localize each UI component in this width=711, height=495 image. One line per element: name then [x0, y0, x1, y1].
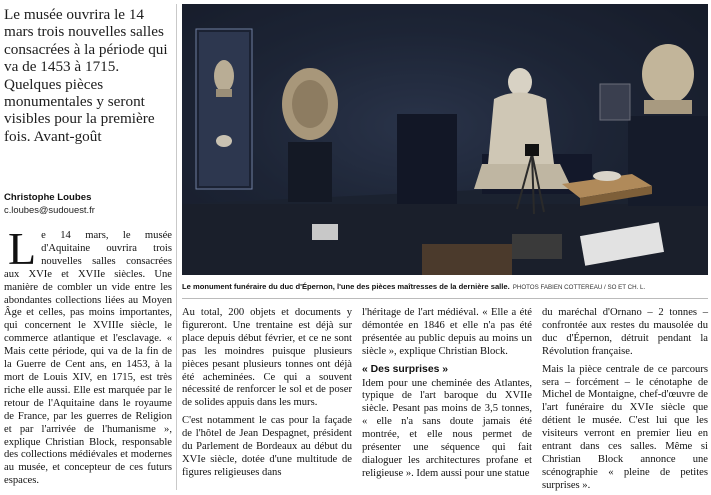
article-paragraph: [4, 223, 172, 488]
author-name: Christophe Loubes: [4, 192, 92, 203]
byline: [4, 192, 172, 216]
photo-credit: PHOTOS FABIEN COTTEREAU / SO ET CH. L.: [512, 284, 646, 291]
article-paragraph: l'héritage de l'art médiéval. « Elle a été démontée en 1846 et elle n'a pas été présentée au public depuis au moins un siècle », explique Christian Block.: [362, 307, 532, 357]
article-paragraph: du maréchal d'Ornano – 2 tonnes – confrontée aux restes du mausolée du duc d'Épernon, détruit pendant la Révolution française.: [542, 307, 708, 357]
section-subhead: « Des surprises »: [362, 363, 449, 375]
article-column-3: [362, 307, 532, 486]
museum-photo: [182, 4, 708, 275]
article-paragraph: Idem pour une cheminée des Atlantes, typique de l'art baroque du XVIIe siècle. Pesant pas moins de 3,5 tonnes, « elle n'a sans doute jamais été montrée, et elle nous permet de présenter une séquence qui fait dialoguer les architectures profane et religieuse ». Idem aussi pour une statue: [362, 377, 532, 479]
column-divider: [176, 4, 177, 490]
article-paragraph: Au total, 200 objets et documents y figureront. Une trentaine est déjà sur place depuis début février, et ce ne sont pas les moindres puisque plusieurs pièces pesant plusieurs tonnes ont déjà été acheminées. Ce qui a souvent nécessité de renforcer le sol et de poser de solides appuis dans les murs.: [182, 307, 352, 409]
caption-text: Le monument funéraire du duc d'Épernon, l'une des pièces maîtresses de la dernière salle.: [182, 282, 510, 291]
article-column-2: [182, 307, 352, 485]
article-paragraph: Mais la pièce centrale de ce parcours sera – forcément – le cénotaphe de Michel de Montaigne, chef-d'œuvre de l'art funéraire du XVIe siècle que détient le musée. C'est lui que les visiteurs verront en premier lieu en entrant dans ces salles. Même si Christian Block annonce une scénographie « pleine de petites surprises ».: [542, 363, 708, 491]
article-lede: Le musée ouvrira le 14 mars trois nouvelles salles consacrées à la période qui va de 1453 à 1715. Quelques pièces monumentales y seront visibles pour la première fois. Avant-goût: [4, 6, 168, 145]
paragraph-text: e 14 mars, le musée d'Aquitaine ouvrira trois nouvelles salles consacrées aux XVIe et XVIIe siècles. Une manière de combler un vide entre les abondantes collections liées au Moyen Âge et celles, pas moins importantes, qui concernent le XVIIIe siècle, le commerce atlantique et l'esclavage. « Mais cette période, qui va de la fin de la Guerre de Cent ans, en 1453, à la mort de Louis XIV, en 1715, est très riche elle aussi. Elle est marquée par le retour de l'Aquitaine dans le royaume de France, par les guerres de Religion et par l'arrivée de l'humanisme », explique Christian Block, responsable des collections médiévales et modernes au musée, et concepteur de ces futurs espaces.: [4, 230, 172, 487]
drop-cap: L: [8, 223, 37, 274]
photo-caption: [182, 277, 708, 299]
article-paragraph: C'est notamment le cas pour la façade de l'hôtel de Jean Despagnet, président du Parlement de Bordeaux au début du XVIe siècle, dotée d'une multitude de figures religieuses dans: [182, 415, 352, 478]
author-email[interactable]: c.loubes@sudouest.fr: [4, 204, 95, 215]
museum-gallery-illustration: [182, 4, 708, 275]
article-column-4: [542, 307, 708, 495]
article-column-1: [4, 223, 172, 493]
